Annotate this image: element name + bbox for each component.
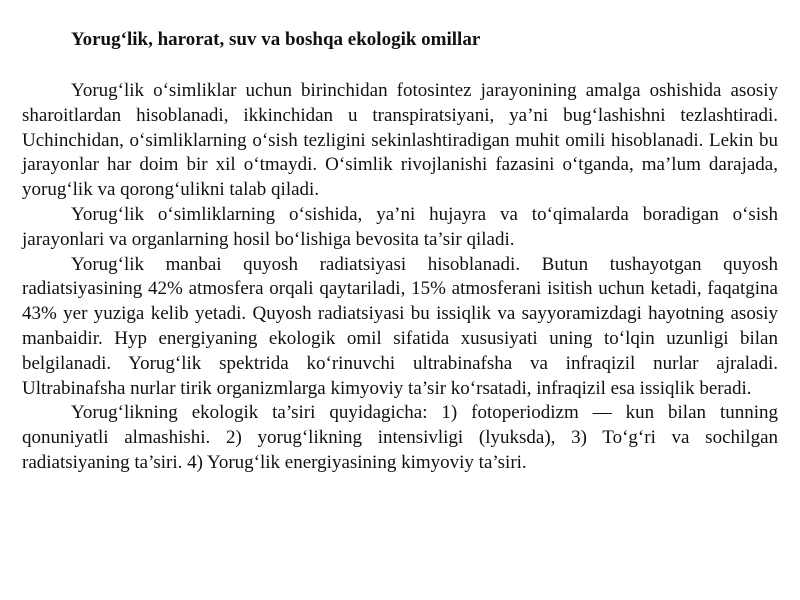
paragraph-light-role: Yorug‘lik o‘simliklar uchun birinchidan fotosintez jarayonining amalga oshishida asosiy sharoitlardan hisoblanadi, ikkinchidan u transpiratsiyani, ya’ni bug‘lashishni tezlashtiradi. Uchinchidan, o‘simliklarning o‘sish tezligini sekinlashtiradigan muhit omili hisoblanadi. Lekin bu jarayonlar har doim bir xil o‘tmaydi. O‘simlik rivojlanishi fazasini o‘tganda, ma’lum darajada, yorug‘lik va qorong‘ulikni talab qiladi.: [22, 80, 778, 201]
paragraph-ecological-effects: Yorug‘likning ekologik ta’siri quyidagicha: 1) fotoperiodizm — kun bilan tunning qonuniyatli almashishi. 2) yorug‘likning intensivligi (lyuksda), 3) To‘g‘ri va sochilgan radiatsiyaning ta’siri. 4) Yorug‘lik energiyasining kimyoviy ta’siri.: [22, 402, 778, 473]
paragraph-solar-radiation: Yorug‘lik manbai quyosh radiatsiyasi hisoblanadi. Butun tushayotgan quyosh radiatsiyasining 42% atmosfera orqali qaytariladi, 15% atmosferani isitish uchun ketadi, faqatgina 43% yer yuziga kelib yetadi. Quyosh radiatsiyasi bu issiqlik va sayyoramizdagi hayotning asosiy manbaidir. Hyp energiyaning ekologik omil sifatida xususiyati uning to‘lqin uzunligi bilan belgilanadi. Yorug‘lik spektrida ko‘rinuvchi ultrabinafsha va infraqizil nurlar ajraladi. Ultrabinafsha nurlar tirik organizmlarga kimyoviy ta’sir ko‘rsatadi, infraqizil esa issiqlik beradi.: [22, 253, 778, 399]
section-heading: Yorug‘lik, harorat, suv va boshqa ekologik omillar: [71, 29, 481, 50]
paragraph-growth: Yorug‘lik o‘simliklarning o‘sishida, ya’ni hujayra va to‘qimalarda boradigan o‘sish jarayonlari va organlarning hosil bo‘lishiga bevosita ta’sir qiladi.: [22, 203, 778, 250]
document-page: [22, 28, 778, 476]
